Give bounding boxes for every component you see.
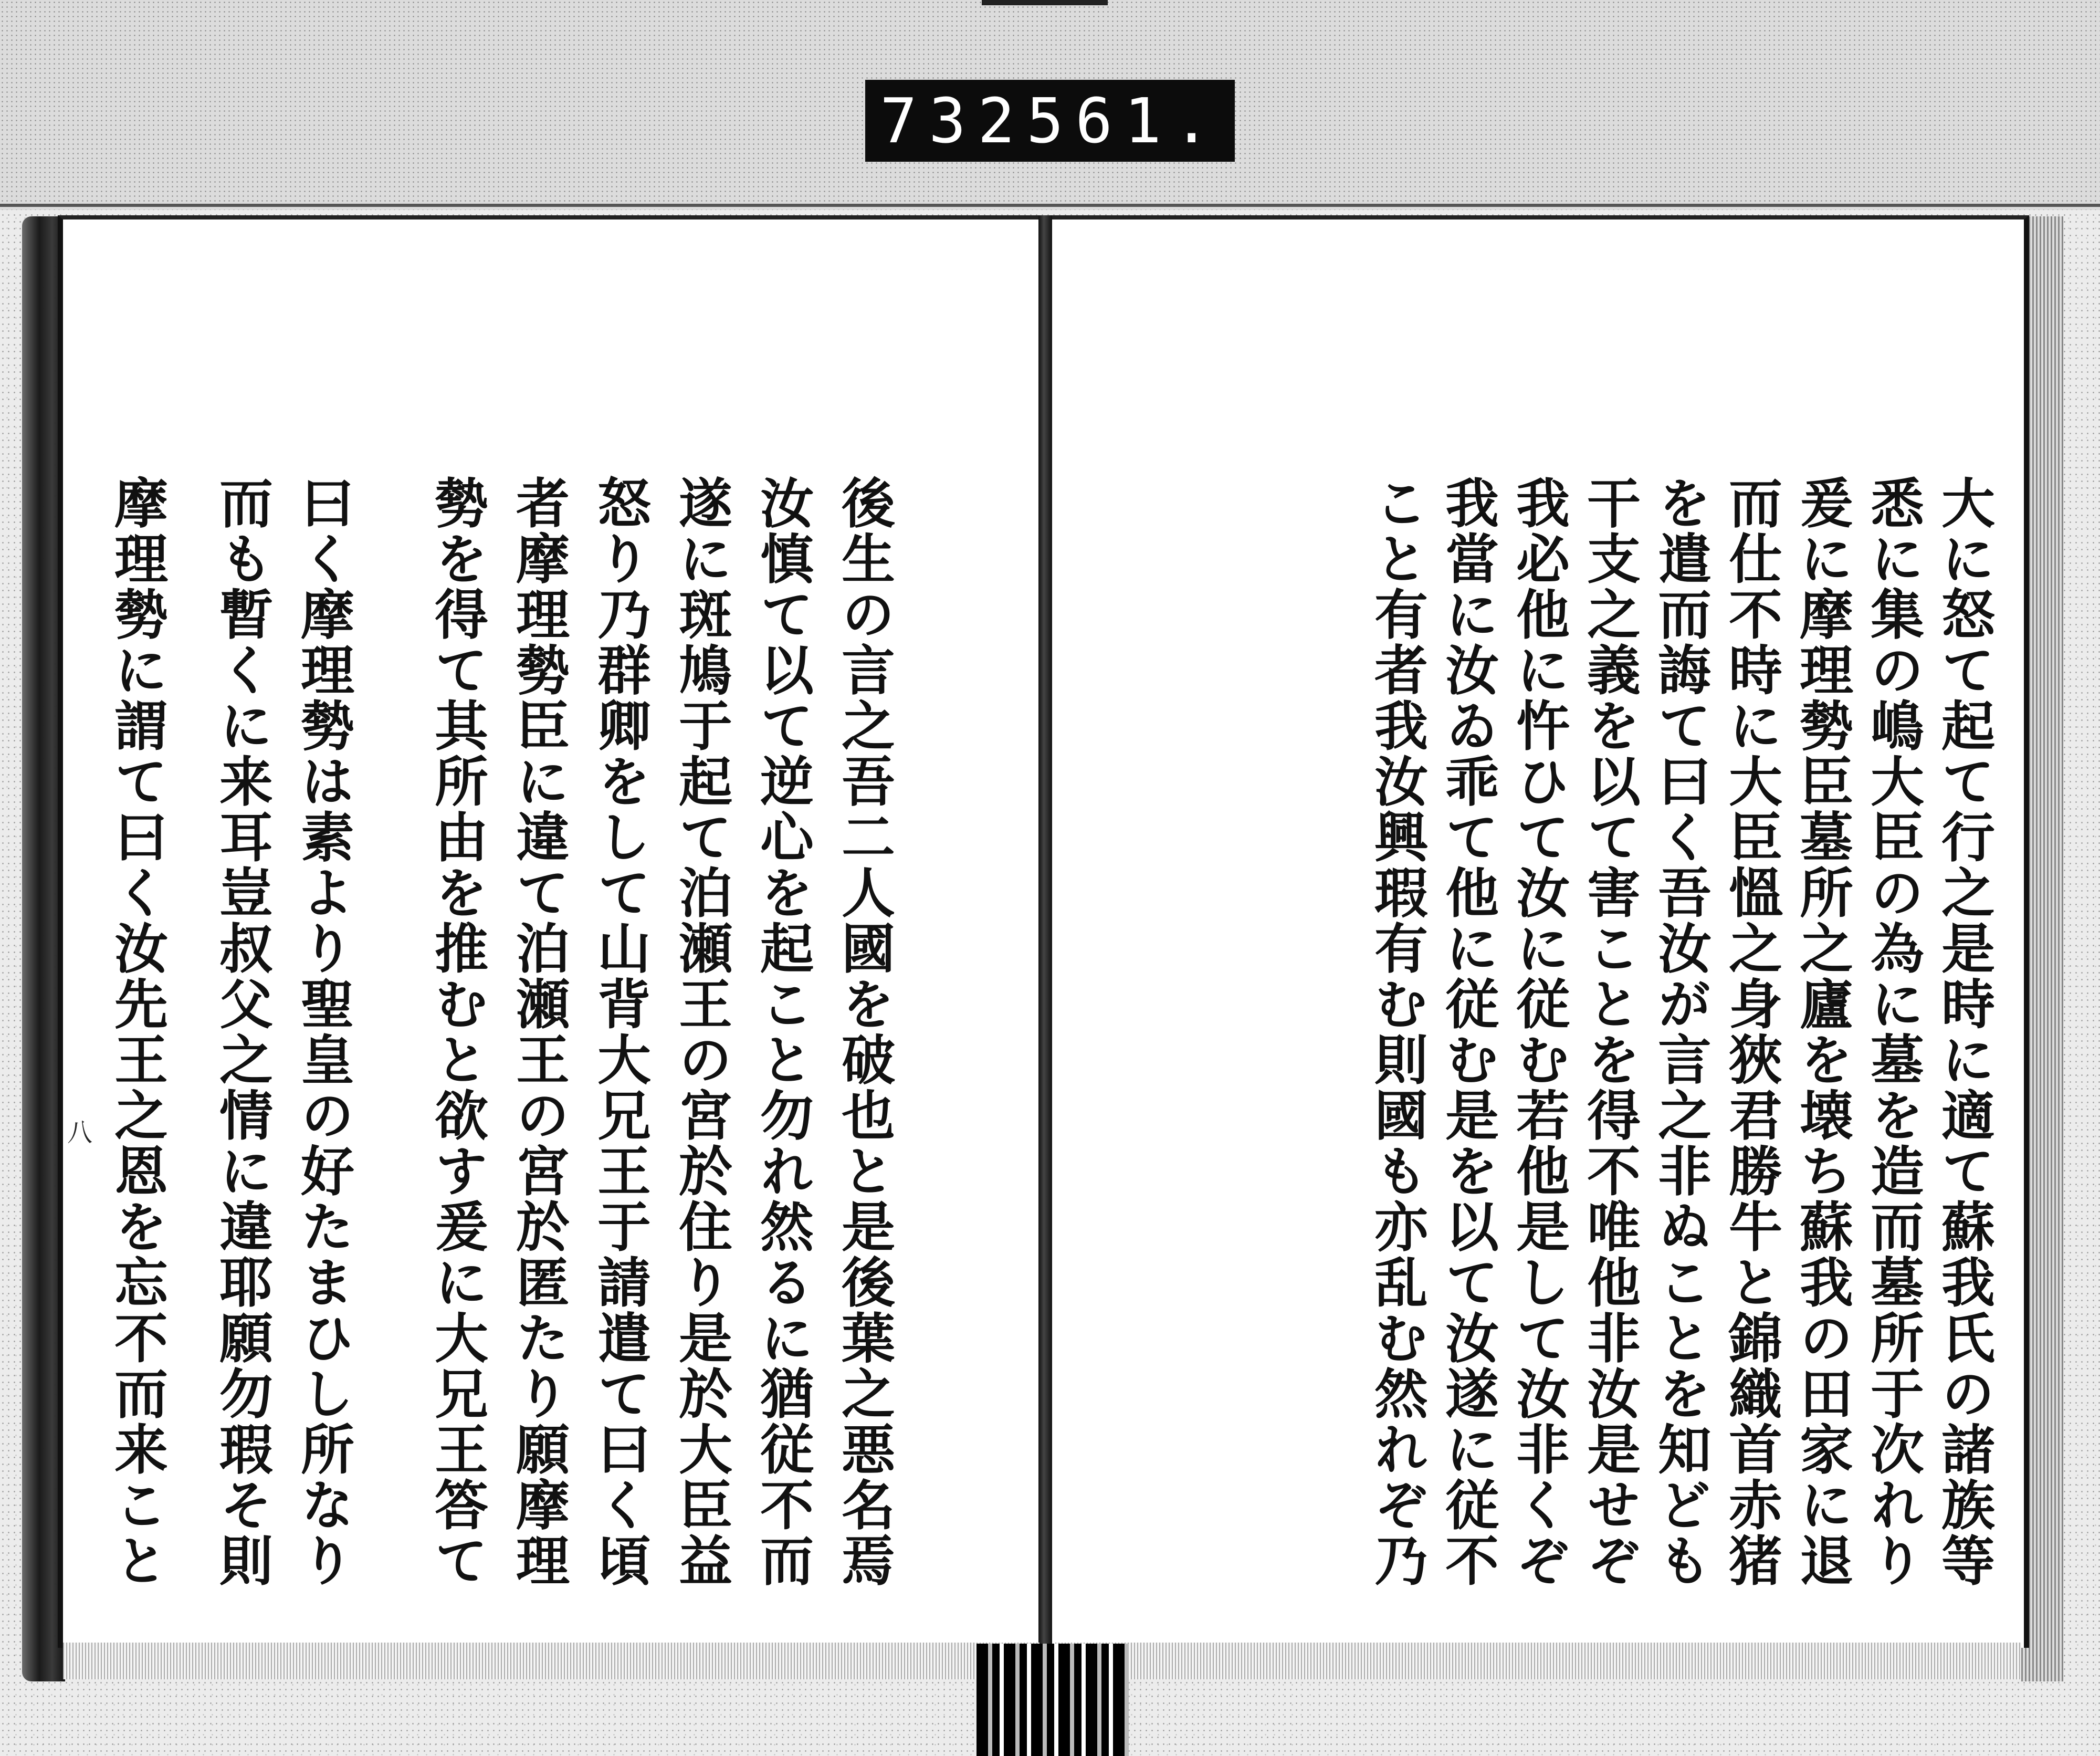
right-page-bottom-edge [1055,1643,2021,1679]
film-frame-label [865,80,1235,162]
film-frame-number-left: 732 [880,85,1027,157]
page-number: 八 [67,1118,93,1147]
right-page-column-6: 干支之義を以て害ことを得不唯他非汝是せぞ [1578,475,1641,1588]
top-rule [0,204,2100,207]
right-page-column-9: こと有者我汝興瑕有む則國も亦乱む然れぞ乃 [1366,475,1429,1588]
left-page-column-5: 者摩理勢臣に違て泊瀬王の宮於匿たり願摩理 [507,475,570,1588]
right-page-column-7: 我必他に忤ひて汝に従む若他是して汝非くぞ [1507,475,1570,1588]
book-spine [1038,215,1052,1743]
right-page-column-5: を遣而誨て曰く吾汝が言之非ぬことを知ども [1649,475,1712,1588]
film-frame-number-right: 561. [1026,85,1222,157]
left-page-column-4: 怒り乃群卿をして山背大兄王于請遣て曰く頃 [589,475,652,1588]
left-page-column-1: 後生の言之吾二人國を破也と是後葉之悪名焉 [833,475,896,1588]
right-page-column-3: 爰に摩理勢臣墓所之廬を壊ち蘇我の田家に退 [1791,475,1854,1588]
left-page-column-7: 曰く摩理勢は素より聖皇の好たまひし所なり [292,475,355,1588]
spine-foot [976,1644,1129,1756]
right-page-column-4: 而仕不時に大臣慍之身狹君勝牛と錦織首赤猪 [1720,475,1783,1588]
left-page-column-9: 摩理勢に謂て曰く汝先王之恩を忘不而来こと [106,475,169,1588]
right-page-column-8: 我當に汝ゐ乖て他に従む是を以て汝遂に従不 [1436,475,1499,1588]
right-page-column-1: 大に怒て起て行之是時に適て蘇我氏の諸族等 [1933,475,1996,1588]
left-page-column-2: 汝慎て以て逆心を起こと勿れ然るに猶従不而 [751,475,814,1588]
left-page-column-8: 而も暫くに来耳豈叔父之情に違耶願勿瑕そ則 [211,475,274,1588]
left-page-bottom-edge [63,1643,1040,1679]
top-registration-mark [982,0,1108,5]
left-page-column-6: 勢を得て其所由を推むと欲す爰に大兄王答て [426,475,489,1588]
right-page-column-2: 悉に集の嶋大臣の為に墓を造而墓所于次れり [1862,475,1925,1588]
left-page-column-3: 遂に斑鳩于起て泊瀬王の宮於住り是於大臣益 [670,475,733,1588]
